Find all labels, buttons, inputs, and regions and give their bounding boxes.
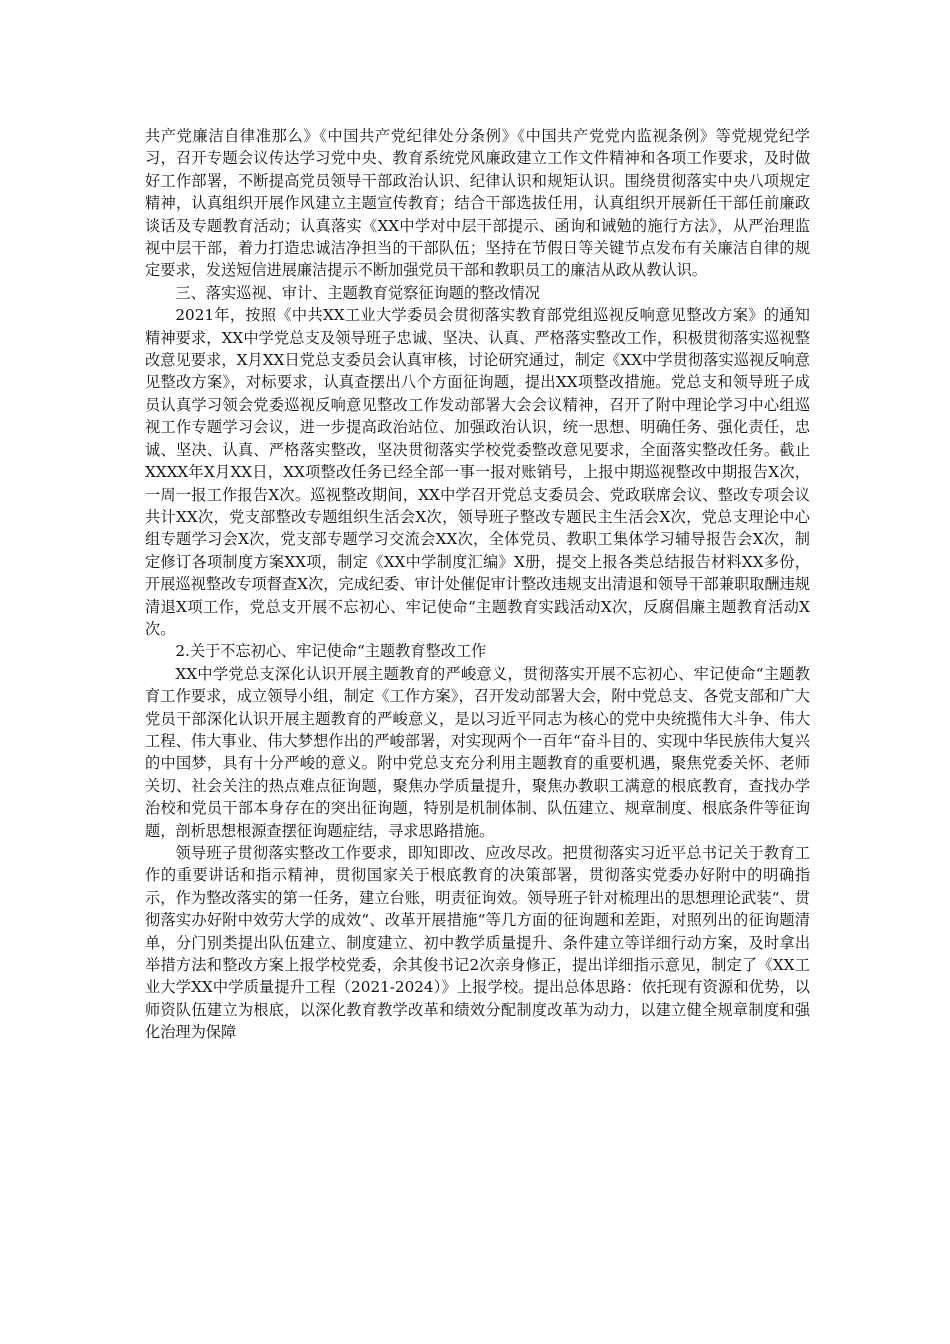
paragraph-leadership-rectification: 领导班子贯彻落实整改工作要求，即知即改、应改尽改。把贯彻落实习近平总书记关于教育工作的重要讲话和指示精神，贯彻国家关于根底教育的决策部署，贯彻落实党委办好附中的明确指示，作为整改落实的第一任务，建立台账，明责征询效。领导班子针对梳理出的思想理论武装“、贯彻落实办好附中效劳大学的成效“、改革开展措施“等几方面的征询题和差距，对照列出的征询题清单，分门别类提出队伍建立、制度建立、初中教学质量提升、条件建立等详细行动方案，及时拿出举措方法和整改方案上报学校党委，余其俊书记2次亲身修正，提出详细指示意见，制定了《XX工业大学XX中学质量提升工程（2021-2024）》上报学校。提出总体思路：依托现有资源和优势，以师资队伍建立为根底，以深化教育教学改革和绩效分配制度改革为动力，以建立健全规章制度和强化治理为保障 (145, 844, 810, 1042)
paragraph-discipline-study: 共产党廉洁自律准那么》《中国共产党纪律处分条例》《中国共产党党内监视条例》等党规党纪学习，召开专题会议传达学习党中央、教育系统党风廉政建立工作文件精神和各项工作要求，及时做好工作部署，不断提高党员领导干部政治认识、纪律认识和规矩认识。围绕贯彻落实中央八项规定精神，认真组织开展作风建立主题宣传教育；结合干部选拔任用，认真组织开展新任干部任前廉政谈话及专题教育活动；认真落实《XX中学对中层干部提示、函询和诫勉的施行方法》，从严治理监视中层干部，着力打造忠诚洁净担当的干部队伍；坚持在节假日等关键节点发布有关廉洁自律的规定要求，发送短信进展廉洁提示不断加强党员干部和教职员工的廉洁从政从教认识。 (145, 127, 810, 280)
paragraph-inspection-rectification: 2021年，按照《中共XX工业大学委员会贯彻落实教育部党组巡视反响意见整改方案》的通知精神要求，XX中学党总支及领导班子忠诚、坚决、认真、严格落实整改工作，积极贯彻落实巡视整改意见要求，X月XX日党总支委员会认真审核，讨论研究通过，制定《XX中学贯彻落实巡视反响意见整改方案》，对标要求，认真查摆出八个方面征询题，提出XX项整改措施。党总支和领导班子成员认真学习领会党委巡视反响意见整改工作发动部署大会会议精神，召开了附中理论学习中心组巡视工作专题学习会议，进一步提高政治站位、加强政治认识，统一思想、明确任务、强化责任，忠诚、坚决、认真、严格落实整改，坚决贯彻落实学校党委整改意见要求，全面落实整改任务。截止XXXX年X月XX日，XX项整改任务已经全部一事一报对账销号，上报中期巡视整改中期报告X次，一周一报工作报告X次。巡视整改期间，XX中学召开党总支委员会、党政联席会议、整改专项会议共计XX次，党支部整改专题组织生活会X次，领导班子整改专题民主生活会X次，党总支理论中心组专题学习会X次，党支部专题学习交流会XX次，全体党员、教职工集体学习辅导报告会X次，制定修订各项制度方案XX项，制定《XX中学制度汇编》X册，提交上报各类总结报告材料XX多份，开展巡视整改专项督查X次，完成纪委、审计处催促审计整改违规支出清退和领导干部兼职取酬违规清退X项工作，党总支开展不忘初心、牢记使命“主题教育实践活动X次，反腐倡廉主题教育活动X次。 (145, 306, 810, 638)
section-heading-rectification: 三、落实巡视、审计、主题教育觉察征询题的整改情况 (175, 283, 540, 302)
document-page (145, 125, 810, 1044)
paragraph-theme-education: XX中学党总支深化认识开展主题教育的严峻意义，贯彻落实开展不忘初心、牢记使命“主题教育工作要求，成立领导小组，制定《工作方案》，召开发动部署大会，附中党总支、各党支部和广大党员干部深化认识开展主题教育的严峻意义，是以习近平同志为核心的党中央统揽伟大斗争、伟大工程、伟大事业、伟大梦想作出的严峻部署，对实现两个一百年“奋斗目的、实现中华民族伟大复兴的中国梦，具有十分严峻的意义。附中党总支充分利用主题教育的重要机遇，聚焦党委关怀、老师关切、社会关注的热点难点征询题，聚焦办学质量提升，聚焦办教职工满意的根底教育，查找办学治校和党员干部本身存在的突出征询题，特别是机制体制、队伍建立、规章制度、根底条件等征询题，剖析思想根源查摆征询题症结，寻求思路措施。 (145, 664, 810, 840)
subsection-heading-theme-education: 2.关于不忘初心、牢记使命“主题教育整改工作 (175, 642, 487, 661)
